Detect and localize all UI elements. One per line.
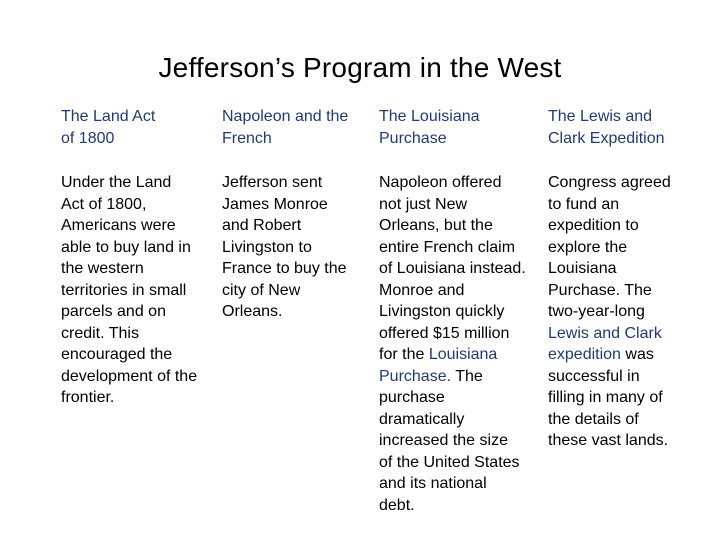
body-line: parcels and on	[61, 303, 166, 320]
body-line: debt.	[379, 496, 415, 514]
body-line: the details of	[548, 410, 639, 428]
body-line	[379, 366, 545, 388]
body-line: city of New	[222, 281, 301, 299]
body-line: Monroe and	[379, 281, 465, 299]
body-line: successful in	[548, 367, 640, 385]
body-line: territories in small	[61, 281, 187, 299]
body-line: dramatically	[379, 410, 465, 428]
body-line	[548, 344, 698, 366]
body-line: the western	[61, 260, 144, 277]
slide-title: Jefferson’s Program in the West	[158, 52, 562, 83]
body-text: The	[455, 367, 483, 385]
body-line: Orleans, but the	[379, 217, 493, 234]
body-line: encouraged the	[61, 346, 173, 363]
heading-line: Clark Expedition	[548, 129, 665, 147]
heading-line: The Land Act	[61, 108, 156, 125]
body-line: frontier.	[61, 389, 115, 406]
body-line: filling in many of	[548, 389, 663, 406]
body-line: purchase	[379, 389, 445, 406]
column-body	[548, 172, 698, 452]
body-line: entire French claim	[379, 238, 516, 256]
body-line: expedition to	[548, 217, 639, 234]
body-line: France to buy the	[222, 260, 347, 277]
body-line: Congress agreed	[548, 174, 671, 191]
body-line: Livingston quickly	[379, 303, 505, 320]
body-line: Napoleon offered	[379, 174, 502, 191]
body-text: for the	[379, 346, 425, 363]
column-body	[61, 172, 219, 409]
body-line: and its national	[379, 475, 487, 492]
body-line: able to buy land in	[61, 238, 191, 256]
column-heading	[379, 106, 545, 149]
highlighted-term: Louisiana	[428, 346, 498, 363]
body-line: of the United States	[379, 453, 520, 471]
body-line: James Monroe	[222, 195, 328, 213]
heading-line: The Lewis and	[548, 108, 653, 125]
body-line: offered $15 million	[379, 324, 510, 342]
column-heading	[548, 106, 698, 149]
heading-line: of 1800	[61, 129, 115, 147]
highlighted-term: expedition	[548, 346, 621, 363]
column-heading	[61, 106, 219, 149]
heading-line: French	[222, 129, 272, 147]
highlighted-term: Lewis and Clark	[548, 324, 662, 342]
column-body	[222, 172, 378, 323]
body-line: Purchase. The	[548, 281, 652, 299]
body-line: development of the	[61, 367, 198, 385]
body-line: increased the size	[379, 432, 508, 449]
body-line: credit. This	[61, 324, 139, 342]
heading-line: Napoleon and the	[222, 108, 349, 125]
highlighted-term: Purchase.	[379, 367, 452, 385]
body-line: two-year-long	[548, 303, 645, 320]
body-line: Under the Land	[61, 174, 172, 191]
body-line: to fund an	[548, 195, 620, 213]
heading-line: Purchase	[379, 129, 447, 147]
body-line: explore the	[548, 238, 628, 256]
body-line: Louisiana	[548, 260, 617, 277]
body-line: of Louisiana instead.	[379, 260, 526, 277]
body-line: Act of 1800,	[61, 195, 147, 213]
column-body	[379, 172, 545, 516]
heading-line: The Louisiana	[379, 108, 480, 125]
body-line: these vast lands.	[548, 432, 669, 449]
body-line: Americans were	[61, 217, 176, 234]
body-line: Livingston to	[222, 238, 312, 256]
body-text: was	[625, 346, 654, 363]
column-heading	[222, 106, 378, 149]
body-line: and Robert	[222, 217, 302, 234]
body-line: not just New	[379, 195, 468, 213]
body-line: Orleans.	[222, 303, 283, 320]
body-line: Jefferson sent	[222, 174, 323, 191]
body-line	[379, 344, 545, 366]
